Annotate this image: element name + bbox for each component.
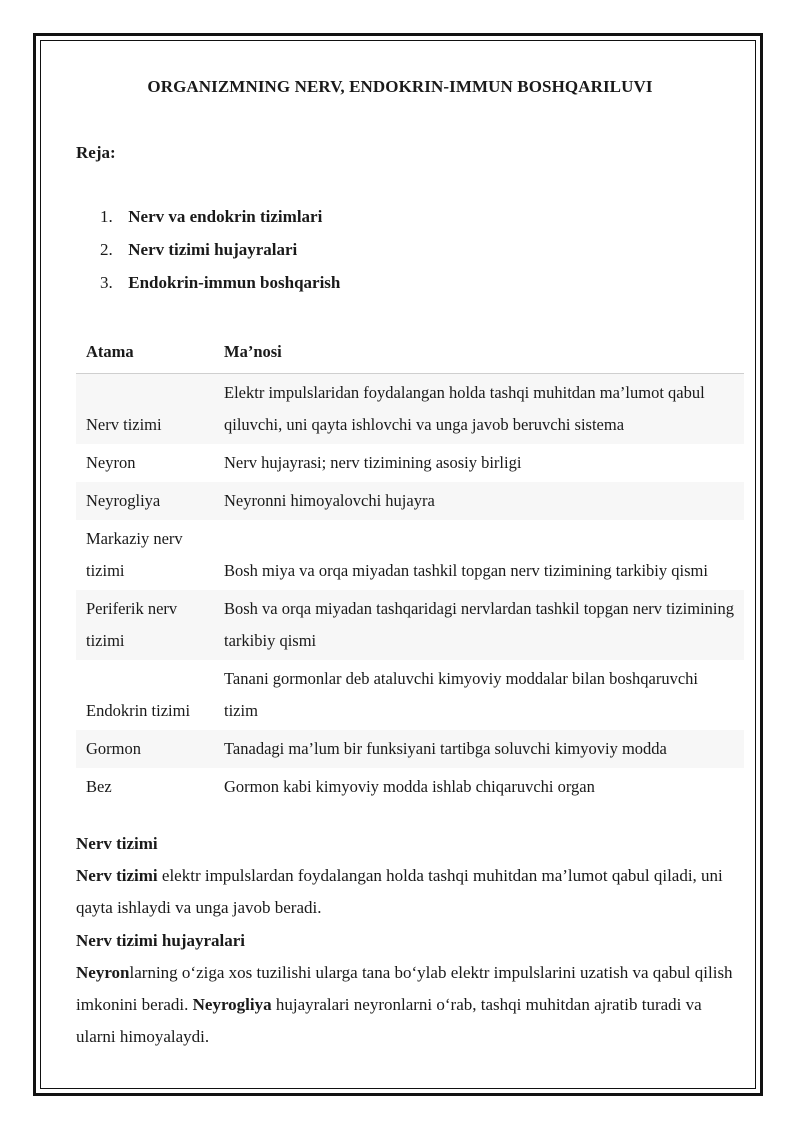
- plan-list: [100, 205, 340, 304]
- bold-term: Neyron: [76, 963, 130, 982]
- plan-item-number: 2.: [100, 240, 113, 259]
- term-cell: Bez: [86, 777, 112, 796]
- section-heading: Nerv tizimi hujayralari: [76, 931, 246, 950]
- page-title: ORGANIZMNING NERV, ENDOKRIN-IMMUN BOSHQARILUVI: [147, 77, 653, 96]
- meaning-cell: Bosh miya va orqa miyadan tashkil topgan nerv tizimining tarkibiy qismi: [224, 561, 708, 580]
- plan-item: [100, 238, 340, 271]
- table-row: [76, 730, 744, 768]
- section-nerv-hujayralari: [76, 925, 736, 1053]
- section-paragraph: [76, 860, 736, 924]
- paragraph-text: hujayralari neyronlarni o‘rab, tashqi muhitdan ajratib turadi va ularni himoyalaydi.: [76, 995, 702, 1046]
- plan-label: Reja:: [76, 143, 116, 162]
- term-cell: Markaziy nerv tizimi: [86, 529, 183, 580]
- plan-item-number: 1.: [100, 207, 113, 226]
- bold-term: Neyrogliya: [192, 995, 272, 1014]
- plan-item-text: Endokrin-immun boshqarish: [128, 273, 341, 292]
- bold-term: Nerv tizimi: [76, 866, 158, 885]
- table-row: [76, 374, 744, 445]
- term-cell: Gormon: [76, 730, 214, 768]
- term-cell: Nerv tizimi: [76, 374, 214, 445]
- table-row: [76, 590, 744, 660]
- term-cell: Neyron: [86, 453, 136, 472]
- meaning-cell: Elektr impulslaridan foydalangan holda tashqi muhitdan ma’lumot qabul qiluvchi, uni qayta ishlovchi va unga javob beruvchi sistema: [214, 374, 744, 445]
- section-nerv-tizimi: [76, 828, 736, 924]
- meaning-cell: Neyronni himoyalovchi hujayra: [214, 482, 744, 520]
- paragraph-text: elektr impulslardan foydalangan holda tashqi muhitdan ma’lumot qabul qiladi, uni qayta ishlaydi va unga javob beradi.: [76, 866, 723, 917]
- term-cell: Endokrin tizimi: [86, 701, 191, 720]
- plan-item: [100, 205, 340, 238]
- meaning-cell: Gormon kabi kimyoviy modda ishlab chiqaruvchi organ: [224, 777, 595, 796]
- table-row: [76, 768, 744, 806]
- plan-item-text: Nerv va endokrin tizimlari: [128, 207, 323, 226]
- term-cell: Periferik nerv tizimi: [76, 590, 214, 660]
- meaning-cell: Tanadagi ma’lum bir funksiyani tartibga soluvchi kimyoviy modda: [214, 730, 744, 768]
- meaning-cell: Tanani gormonlar deb ataluvchi kimyoviy moddalar bilan boshqaruvchi tizim: [224, 669, 699, 720]
- plan-item-text: Nerv tizimi hujayralari: [128, 240, 298, 259]
- meaning-cell: Nerv hujayrasi; nerv tizimining asosiy birligi: [224, 453, 522, 472]
- plan-item-number: 3.: [100, 273, 113, 292]
- table-row: [76, 482, 744, 520]
- table-row: [76, 520, 744, 590]
- column-header-term: Atama: [76, 333, 214, 374]
- meaning-cell: Bosh va orqa miyadan tashqaridagi nervlardan tashkil topgan nerv tizimining tarkibiy qismi: [214, 590, 744, 660]
- table-header-row: [76, 333, 744, 374]
- section-paragraph: [76, 957, 736, 1053]
- table-row: [76, 444, 744, 482]
- section-heading: Nerv tizimi: [76, 834, 158, 853]
- column-header-meaning: Ma’nosi: [214, 333, 744, 374]
- plan-item: [100, 271, 340, 304]
- glossary-table: [76, 333, 744, 806]
- table-row: [76, 660, 744, 730]
- term-cell: Neyrogliya: [76, 482, 214, 520]
- paragraph-text: larning o‘ziga xos tuzilishi ularga tana bo‘ylab elektr impulslarini uzatish va qabul qilish imkonini beradi.: [76, 963, 733, 1014]
